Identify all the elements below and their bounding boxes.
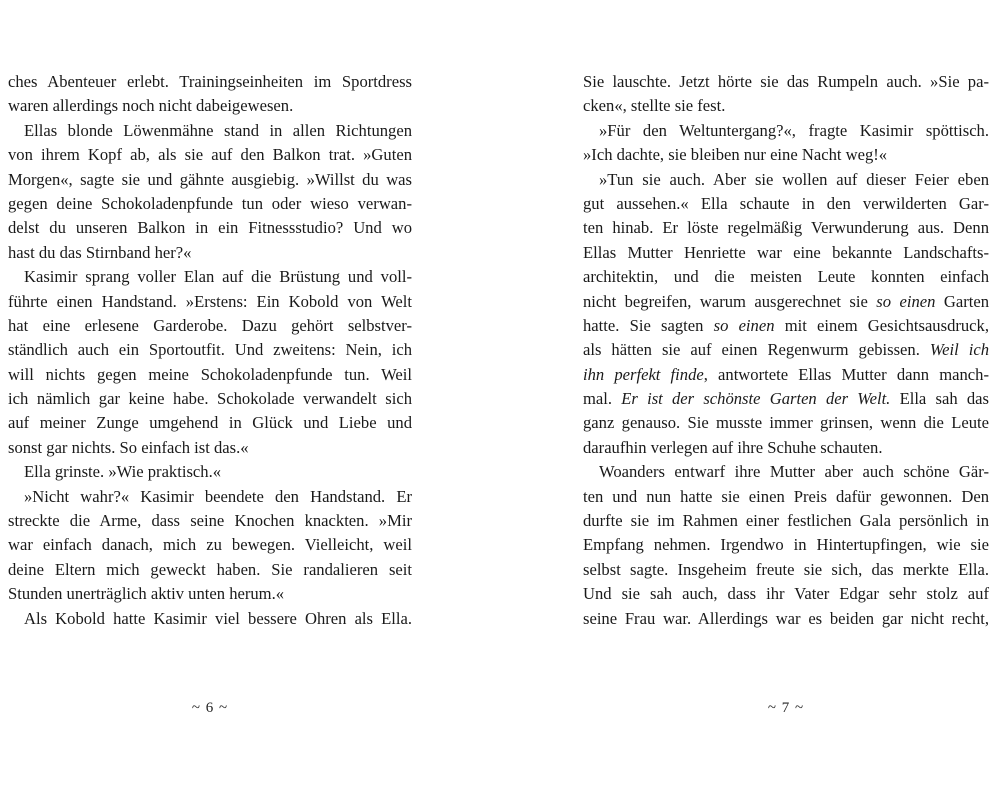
text-line: Kasimir sprang voller Elan auf die Brüstung und voll- <box>24 267 412 287</box>
text-line: »Ich dachte, sie bleiben nur eine Nacht weg!« <box>583 145 888 165</box>
text-line: waren allerdings noch nicht dabeigewesen. <box>8 96 294 116</box>
text-line: gut aussehen.« Ella schaute in den verwilderten Gar- <box>583 193 989 213</box>
text-line: Ella grinste. »Wie praktisch.« <box>24 462 222 482</box>
text-line: »Für den Weltuntergang?«, fragte Kasimir spöttisch. <box>599 120 989 140</box>
text-line: streckte die Arme, dass seine Knochen knackten. »Mir <box>8 511 412 531</box>
text-line: war einfach danach, mich zu bewegen. Vielleicht, weil <box>8 535 412 555</box>
left-page-number: ~ 6 ~ <box>191 700 229 716</box>
text-line: führte einen Handstand. »Erstens: Ein Kobold von Welt <box>8 291 412 311</box>
text-line: ständlich auch ein Sportoutfit. Und zweitens: Nein, ich <box>8 340 412 360</box>
text-line: gegen deine Schokoladenpfunde tun oder wieso verwan- <box>8 193 412 213</box>
text-line: sonst gar nichts. So einfach ist das.« <box>8 437 249 457</box>
text-line: auf meiner Zunge umgehend in Glück und Liebe und <box>8 413 412 433</box>
text-line: Stunden unerträglich aktiv unten herum.« <box>8 584 285 604</box>
text-line: von ihrem Kopf ab, als sie auf den Balkon trat. »Guten <box>8 145 412 165</box>
text-line: Ellas blonde Löwenmähne stand in allen Richtungen <box>24 120 412 140</box>
left-page <box>8 0 412 800</box>
text-line: hatte. Sie sagten so einen mit einem Gesichtsausdruck, <box>583 315 989 335</box>
text-line: durfte sie im Rahmen einer festlichen Gala persönlich in <box>583 511 989 531</box>
text-line: ihn perfekt finde, antwortete Ellas Mutter dann manch- <box>583 364 989 384</box>
text-line: cken«, stellte sie fest. <box>583 96 726 116</box>
text-line: ches Abenteuer erlebt. Trainingseinheiten im Sportdress <box>8 72 412 91</box>
text-line: Und sie sah auch, dass ihr Vater Edgar sehr stolz auf <box>583 584 989 604</box>
text-line: Empfang nehmen. Irgendwo in Hintertupfingen, wie sie <box>583 535 989 555</box>
text-line: ten und nun hatte sie einen Preis dafür gewonnen. Den <box>583 486 989 506</box>
text-line: Ellas Mutter Henriette war eine bekannte Landschafts- <box>583 242 989 262</box>
text-line: hast du das Stirnband her?« <box>8 242 192 262</box>
right-page-number: ~ 7 ~ <box>767 700 805 716</box>
text-line: mal. Er ist der schönste Garten der Welt. Ella sah das <box>583 389 989 409</box>
right-page-text <box>583 70 989 631</box>
text-line: architektin, und die meisten Leute konnten einfach <box>583 267 989 287</box>
text-line: ten hinab. Er löste regelmäßig Verwunderung aus. Denn <box>583 218 989 238</box>
text-line: deine Eltern mich geweckt haben. Sie randalieren seit <box>8 559 412 579</box>
text-line: daraufhin verlegen auf ihre Schuhe schauten. <box>583 437 883 457</box>
text-line: ganz genauso. Sie musste immer grinsen, wenn die Leute <box>583 413 989 433</box>
text-line: seine Frau war. Allerdings war es beiden gar nicht recht, <box>583 608 989 628</box>
text-line: hat eine erlesene Garderobe. Dazu gehört selbstver- <box>8 315 412 335</box>
text-line: nicht begreifen, warum ausgerechnet sie so einen Garten <box>583 291 990 311</box>
right-page <box>583 0 989 800</box>
text-line: selbst sagte. Insgeheim freute sie sich, das merkte Ella. <box>583 559 989 579</box>
left-page-text <box>8 70 412 631</box>
text-line: »Nicht wahr?« Kasimir beendete den Handstand. Er <box>24 486 412 506</box>
text-line: als hätten sie auf einen Regenwurm gebissen. Weil ich <box>583 340 989 360</box>
text-line: Morgen«, sagte sie und gähnte ausgiebig. »Willst du was <box>8 169 412 189</box>
text-line: delst du unseren Balkon in ein Fitnessstudio? Und wo <box>8 218 412 238</box>
text-line: Sie lauschte. Jetzt hörte sie das Rumpeln auch. »Sie pa- <box>583 72 989 91</box>
text-line: ich nämlich gar keine habe. Schokolade verwandelt sich <box>8 389 412 409</box>
text-line: »Tun sie auch. Aber sie wollen auf dieser Feier eben <box>599 169 989 189</box>
text-line: Woanders entwarf ihre Mutter aber auch schöne Gär- <box>599 462 989 482</box>
text-line: Als Kobold hatte Kasimir viel bessere Ohren als Ella. <box>24 608 412 628</box>
text-line: will nichts gegen meine Schokoladenpfunde tun. Weil <box>8 364 412 384</box>
